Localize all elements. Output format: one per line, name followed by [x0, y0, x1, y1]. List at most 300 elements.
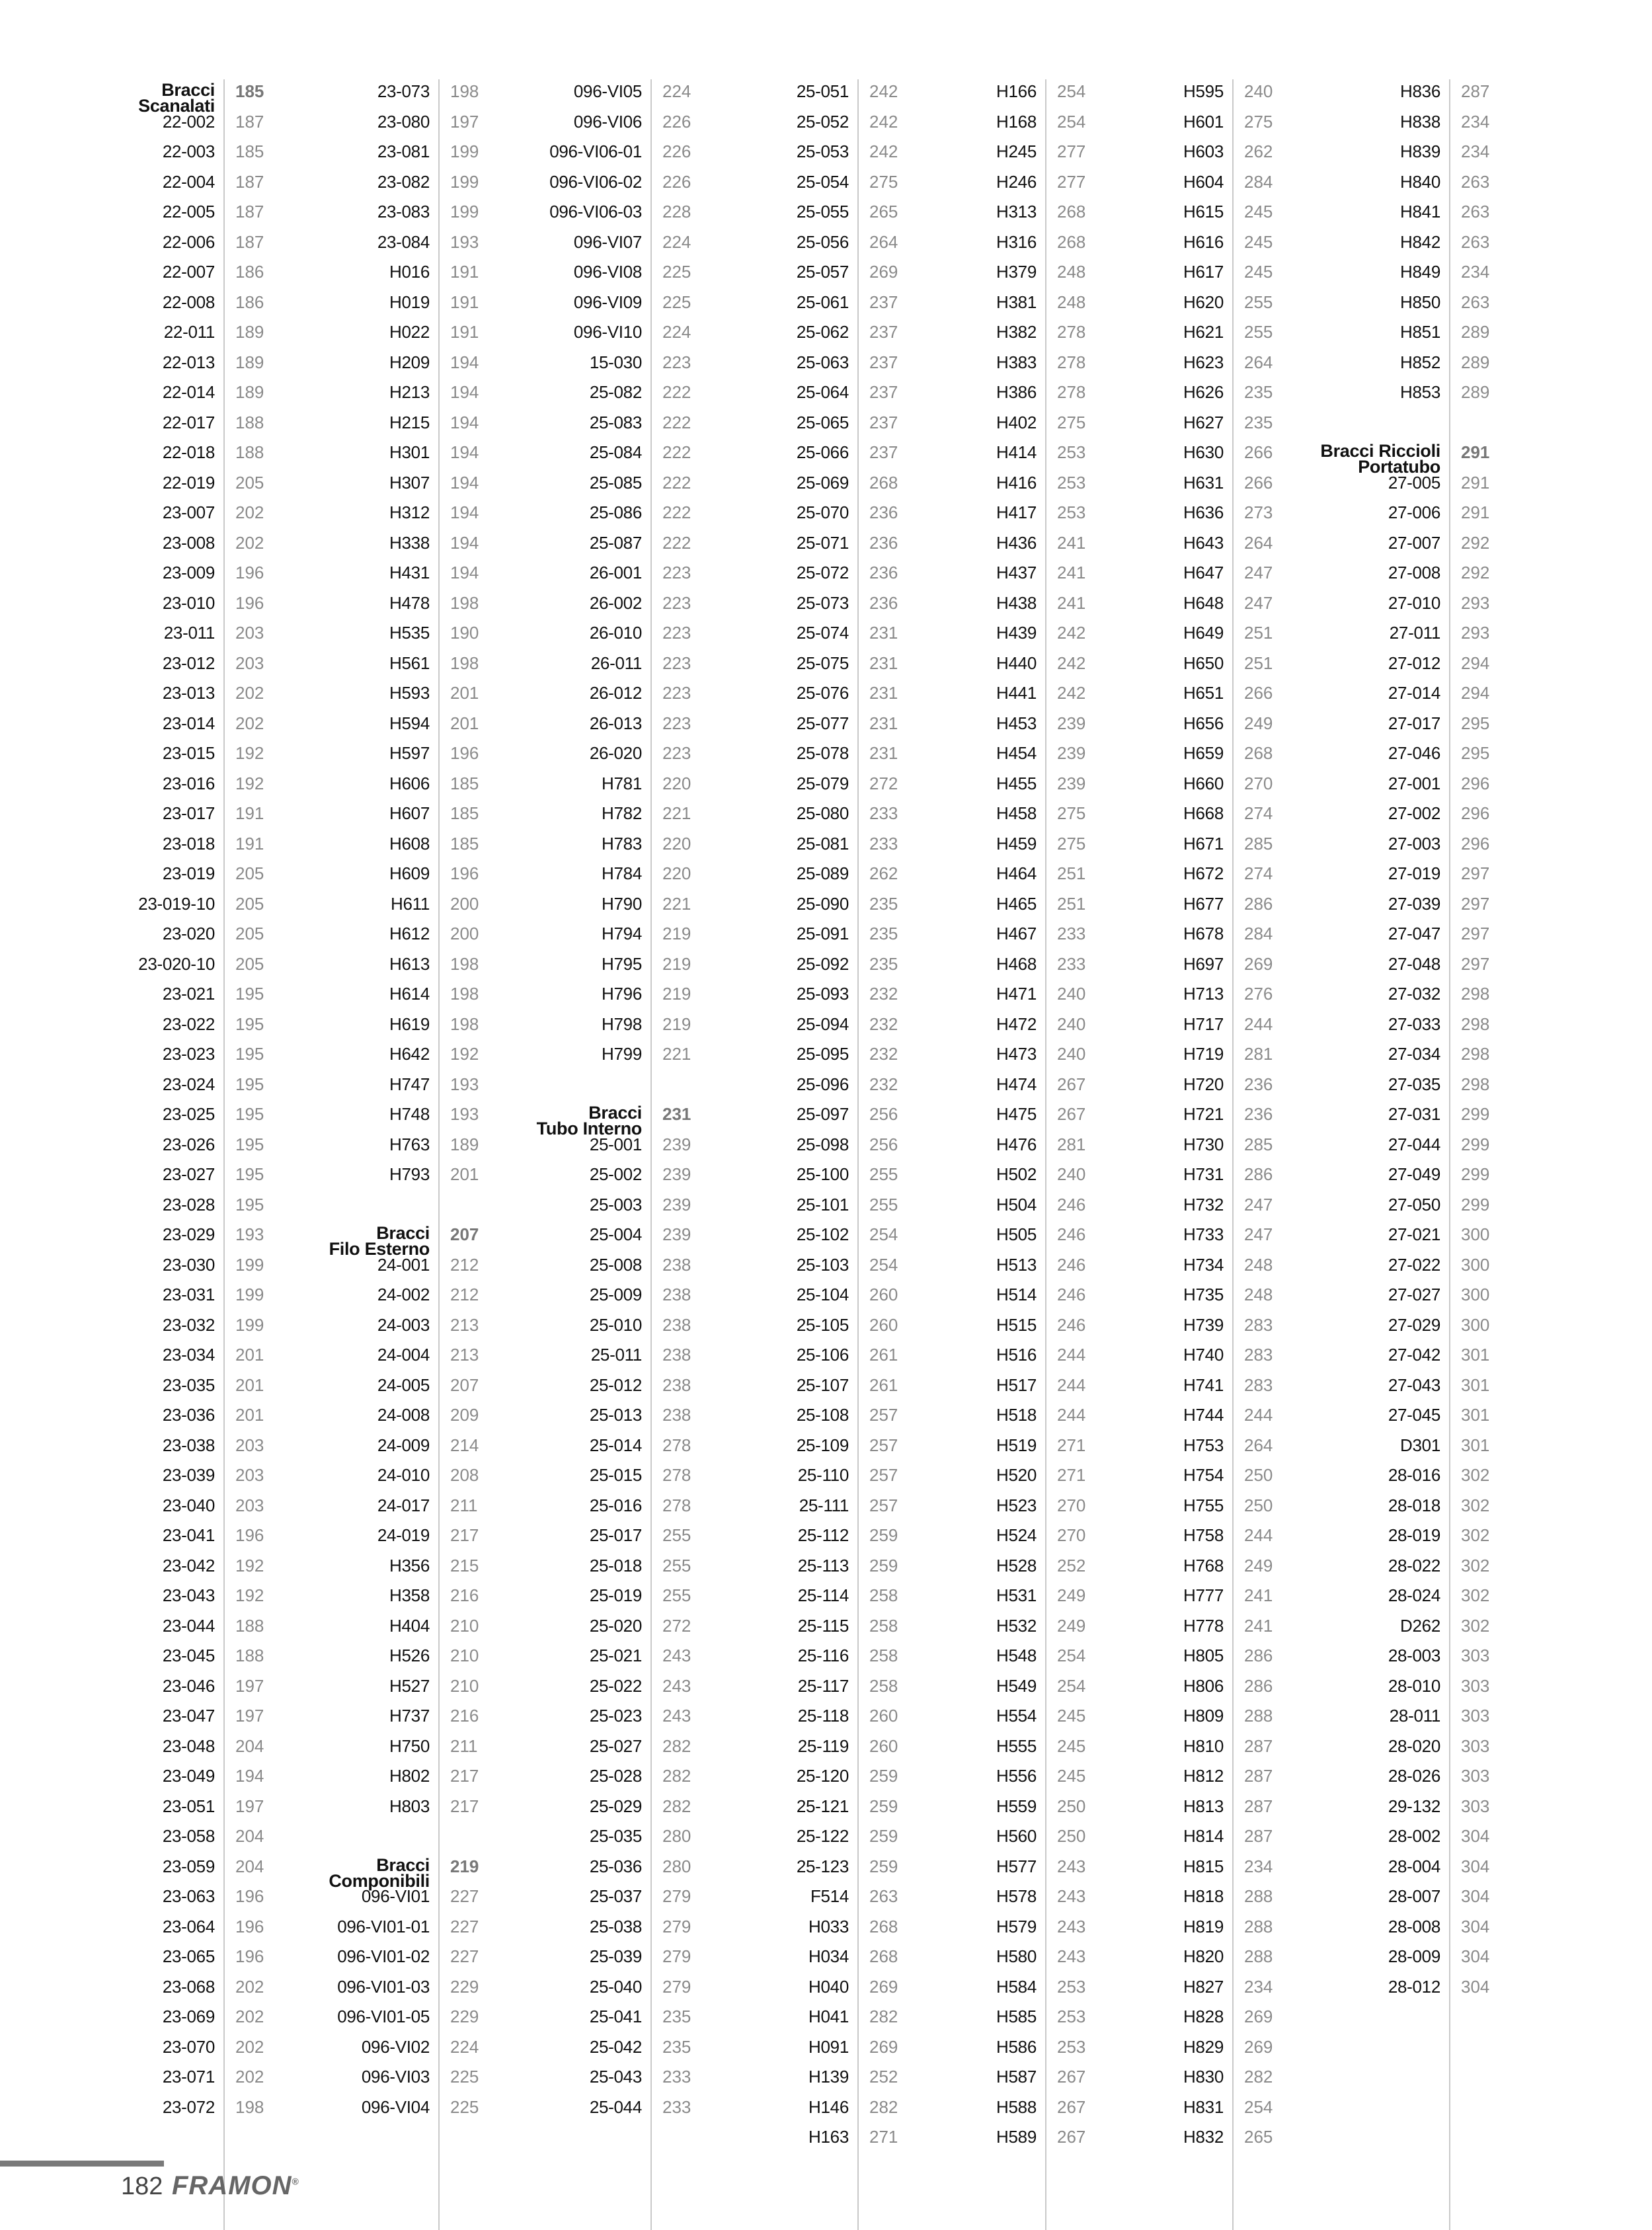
part-code: 28-004 [1388, 1856, 1440, 1876]
page-ref: 228 [662, 202, 691, 221]
part-code: 25-069 [796, 472, 849, 493]
page-ref: 276 [1244, 984, 1273, 1004]
page-ref: 236 [869, 592, 898, 613]
part-code: 28-024 [1388, 1585, 1440, 1605]
page-ref: 237 [869, 292, 898, 312]
index-entry [1224, 498, 1502, 528]
part-code: 27-002 [1388, 803, 1440, 823]
part-code: H381 [996, 292, 1037, 312]
part-code: H404 [389, 1615, 430, 1636]
page-ref: 283 [1244, 1314, 1273, 1335]
part-code: 25-062 [796, 322, 849, 342]
index-entry [1224, 1551, 1502, 1581]
page-ref: 192 [235, 773, 264, 793]
part-code: 25-043 [589, 2067, 642, 2087]
page-ref: 198 [450, 592, 479, 613]
part-code: 096-VI02 [361, 2036, 430, 2057]
page-ref: 198 [450, 1014, 479, 1034]
page-ref: 250 [1244, 1495, 1273, 1515]
part-code: 25-089 [796, 863, 849, 883]
page-ref: 279 [662, 1916, 691, 1936]
page-ref: 198 [450, 953, 479, 974]
part-code: 27-008 [1388, 563, 1440, 582]
part-code: H630 [1183, 442, 1224, 462]
part-code: 25-075 [796, 653, 849, 673]
part-code: H730 [1183, 1134, 1224, 1154]
page-ref: 223 [662, 623, 691, 643]
page-ref: 194 [450, 412, 479, 432]
page-ref: 205 [235, 953, 264, 974]
part-code: 25-092 [796, 953, 849, 974]
part-code: H802 [389, 1766, 430, 1786]
page-ref: 294 [1461, 653, 1490, 673]
part-code: 23-032 [162, 1314, 215, 1335]
part-code: H672 [1183, 863, 1224, 883]
page-ref: 289 [1461, 382, 1490, 402]
part-code: H519 [996, 1435, 1037, 1455]
page-ref: 255 [869, 1164, 898, 1184]
page-ref: 241 [1057, 532, 1086, 553]
part-code: 25-028 [589, 1766, 642, 1786]
page-ref: 186 [235, 292, 264, 312]
page-ref: 263 [869, 1886, 898, 1906]
page-ref: 237 [869, 352, 898, 372]
part-code: H850 [1400, 292, 1440, 312]
page-ref: 210 [450, 1615, 479, 1636]
page-ref: 303 [1461, 1706, 1490, 1726]
part-code: 23-059 [162, 1856, 215, 1876]
part-code: 27-047 [1388, 924, 1440, 943]
part-code: 27-010 [1388, 592, 1440, 613]
page-ref: 255 [662, 1525, 691, 1545]
index-entry [1224, 197, 1502, 227]
part-code: 28-003 [1388, 1646, 1440, 1665]
page-ref: 302 [1461, 1465, 1490, 1485]
page-ref: 222 [662, 442, 691, 462]
part-code: H631 [1183, 472, 1224, 493]
index-entry [1224, 288, 1502, 318]
page-ref: 287 [1461, 81, 1490, 101]
page-ref: 238 [662, 1345, 691, 1365]
page-ref: 301 [1461, 1345, 1490, 1365]
part-code: H755 [1183, 1495, 1224, 1515]
page-ref: 233 [1057, 924, 1086, 943]
index-entry [1224, 1371, 1502, 1401]
part-code: 25-027 [589, 1735, 642, 1756]
part-code: 24-009 [377, 1435, 430, 1455]
part-code: H166 [996, 81, 1037, 101]
page-ref: 194 [450, 502, 479, 522]
part-code: 26-001 [589, 563, 642, 582]
part-code: 25-078 [796, 743, 849, 763]
page-ref: 237 [869, 382, 898, 402]
part-code: H383 [996, 352, 1037, 372]
part-code: H437 [996, 563, 1037, 582]
part-code: 23-069 [162, 2007, 215, 2026]
page-ref: 287 [1244, 1826, 1273, 1846]
page-ref: 303 [1461, 1796, 1490, 1816]
page-ref: 295 [1461, 713, 1490, 733]
part-code: 29-132 [1388, 1796, 1440, 1816]
part-code: 25-116 [797, 1646, 849, 1665]
part-code: 25-042 [589, 2036, 642, 2057]
part-code: H649 [1183, 623, 1224, 643]
index-entry [1224, 1882, 1502, 1912]
page-ref: 291 [1461, 472, 1490, 493]
part-code: 23-034 [162, 1345, 215, 1365]
page-ref: 247 [1244, 563, 1273, 582]
page-ref: 300 [1461, 1285, 1490, 1304]
part-code: H601 [1183, 111, 1224, 132]
page-ref: 205 [235, 472, 264, 493]
page-ref: 298 [1461, 1014, 1490, 1034]
part-code: H091 [808, 2036, 849, 2057]
part-code: H795 [602, 953, 642, 974]
page-ref: 193 [450, 1074, 479, 1094]
page-ref: 185 [450, 803, 479, 823]
part-code: 096-VI06-02 [549, 171, 642, 192]
part-code: 23-029 [162, 1224, 215, 1244]
page-ref: 240 [1057, 984, 1086, 1004]
part-code: 22-007 [162, 262, 215, 282]
page-ref: 259 [869, 1525, 898, 1545]
page-ref: 217 [450, 1766, 479, 1786]
page-ref: 220 [662, 773, 691, 793]
page-ref: 221 [662, 893, 691, 914]
part-code: 23-084 [377, 231, 430, 252]
page-ref: 192 [450, 1044, 479, 1064]
part-code: H611 [390, 893, 430, 914]
page-ref: 256 [869, 1134, 898, 1154]
part-code: H338 [389, 532, 430, 553]
page-ref: 265 [1244, 2127, 1273, 2147]
page-ref: 225 [662, 292, 691, 312]
part-code: 22-019 [162, 472, 215, 493]
page-ref: 280 [662, 1856, 691, 1876]
page-ref: 243 [662, 1646, 691, 1665]
part-code: H849 [1400, 262, 1440, 282]
part-code: 28-010 [1388, 1675, 1440, 1696]
part-code: 25-114 [797, 1585, 849, 1605]
page-ref: 292 [1461, 563, 1490, 582]
part-code: 25-112 [797, 1525, 849, 1545]
page-ref: 226 [662, 111, 691, 132]
page-ref: 211 [450, 1495, 478, 1515]
page-ref: 227 [450, 1916, 479, 1936]
page-ref: 226 [662, 171, 691, 192]
part-code: H839 [1400, 141, 1440, 161]
part-code: 27-019 [1388, 863, 1440, 883]
part-code: H750 [389, 1735, 430, 1756]
page-ref: 249 [1057, 1585, 1086, 1605]
page-ref: 203 [235, 623, 264, 643]
page-ref: 235 [1244, 382, 1273, 402]
part-code: H514 [996, 1285, 1037, 1304]
page-ref: 275 [1057, 412, 1086, 432]
part-code: 23-022 [162, 1014, 215, 1034]
page-ref: 243 [1057, 1886, 1086, 1906]
page-ref: 282 [662, 1735, 691, 1756]
page-ref: 255 [1244, 292, 1273, 312]
part-code: H520 [996, 1465, 1037, 1485]
index-entry [1224, 1581, 1502, 1611]
part-code: 25-118 [797, 1706, 849, 1726]
page-ref: 260 [869, 1314, 898, 1335]
part-code: H777 [1183, 1585, 1224, 1605]
page-ref: 246 [1057, 1285, 1086, 1304]
page-ref: 220 [662, 863, 691, 883]
part-code: 23-023 [162, 1044, 215, 1064]
page-ref: 271 [1057, 1465, 1086, 1485]
page-ref: 244 [1057, 1374, 1086, 1395]
page-ref: 188 [235, 1646, 264, 1665]
page-ref: 249 [1057, 1615, 1086, 1636]
page-ref: 231 [869, 713, 898, 733]
column-separator [1449, 79, 1450, 2230]
part-code: 25-010 [589, 1314, 642, 1335]
page-ref: 195 [235, 1074, 264, 1094]
part-code: 23-030 [162, 1254, 215, 1275]
page-ref: 273 [1244, 502, 1273, 522]
part-code: 23-018 [162, 833, 215, 854]
page-ref: 266 [1244, 683, 1273, 703]
part-code: H213 [389, 382, 430, 402]
part-code: H146 [808, 2096, 849, 2117]
page-ref: 300 [1461, 1254, 1490, 1275]
page-ref: 266 [1244, 442, 1273, 462]
part-code: 25-103 [796, 1254, 849, 1275]
part-code: H744 [1183, 1405, 1224, 1425]
part-code: 25-119 [797, 1735, 849, 1756]
page-ref: 225 [450, 2067, 479, 2087]
page-ref: 264 [1244, 352, 1273, 372]
section-title: Bracci Tubo Interno [536, 1103, 642, 1138]
page-ref: 212 [450, 1254, 479, 1275]
part-code: H454 [996, 743, 1037, 763]
part-code: 23-071 [162, 2067, 215, 2087]
part-code: H548 [996, 1646, 1037, 1665]
page-ref: 260 [869, 1706, 898, 1726]
page-ref: 189 [235, 382, 264, 402]
page-ref: 250 [1244, 1465, 1273, 1485]
part-code: H650 [1183, 653, 1224, 673]
part-code: 25-044 [589, 2096, 642, 2117]
page-ref: 185 [450, 773, 479, 793]
page-ref: 190 [450, 623, 479, 643]
part-code: 25-017 [589, 1525, 642, 1545]
part-code: 25-093 [796, 984, 849, 1004]
index-entry [1224, 1521, 1502, 1551]
page-ref: 274 [1244, 863, 1273, 883]
page-ref: 203 [235, 1435, 264, 1455]
page-ref: 246 [1057, 1194, 1086, 1215]
part-code: 25-041 [589, 2007, 642, 2026]
part-code: H022 [389, 322, 430, 342]
index-entry [1224, 1400, 1502, 1431]
page-ref: 201 [235, 1405, 264, 1425]
page-ref: 188 [235, 412, 264, 432]
page-ref: 265 [869, 202, 898, 221]
part-code: 25-035 [589, 1826, 642, 1846]
page-ref: 234 [1461, 141, 1490, 161]
page-ref: 302 [1461, 1555, 1490, 1575]
part-code: H741 [1183, 1374, 1224, 1395]
part-code: 25-123 [796, 1856, 849, 1876]
part-code: 25-011 [590, 1345, 642, 1365]
page-ref: 224 [450, 2036, 479, 2057]
page-ref: 202 [235, 532, 264, 553]
part-code: H472 [996, 1014, 1037, 1034]
part-code: H737 [389, 1706, 430, 1726]
page-ref: 275 [869, 171, 898, 192]
part-code: H768 [1183, 1555, 1224, 1575]
part-code: H595 [1183, 81, 1224, 101]
part-code: H473 [996, 1044, 1037, 1064]
page-ref: 236 [1244, 1104, 1273, 1124]
page-ref: 221 [662, 803, 691, 823]
page-ref: 299 [1461, 1104, 1490, 1124]
index-entry [1224, 1310, 1502, 1341]
page-ref: 211 [450, 1735, 478, 1756]
part-code: 23-045 [162, 1646, 215, 1665]
index-entry [1224, 1972, 1502, 2003]
page-ref: 239 [662, 1134, 691, 1154]
page-ref: 255 [869, 1194, 898, 1215]
page-ref: 259 [869, 1826, 898, 1846]
page-ref: 260 [869, 1285, 898, 1304]
part-code: 27-022 [1388, 1254, 1440, 1275]
part-code: 096-VI01-01 [337, 1916, 430, 1936]
index-entry [1224, 709, 1502, 739]
page-ref: 298 [1461, 1074, 1490, 1094]
page-ref: 196 [235, 563, 264, 582]
page-ref: 269 [869, 1976, 898, 1997]
page-ref: 297 [1461, 893, 1490, 914]
part-code: H805 [1183, 1646, 1224, 1665]
page-ref: 304 [1461, 1976, 1490, 1997]
page-ref: 203 [235, 1465, 264, 1485]
page-ref: 292 [1461, 532, 1490, 553]
index-entry [1224, 1250, 1502, 1281]
part-code: H016 [389, 262, 430, 282]
page-ref: 244 [1057, 1345, 1086, 1365]
part-code: 28-018 [1388, 1495, 1440, 1515]
part-code: H782 [602, 803, 642, 823]
part-code: 25-106 [796, 1345, 849, 1365]
page-ref: 205 [235, 924, 264, 943]
part-code: H593 [389, 683, 430, 703]
part-code: H608 [389, 833, 430, 854]
page-ref: 198 [235, 2096, 264, 2117]
page-ref: 202 [235, 1976, 264, 1997]
part-code: 25-023 [589, 1706, 642, 1726]
page-number: 182 [121, 2172, 163, 2200]
part-code: H793 [389, 1164, 430, 1184]
part-code: 15-030 [589, 352, 642, 372]
index-entry [1224, 257, 1502, 288]
part-code: H139 [808, 2067, 849, 2087]
index-entry [1224, 1671, 1502, 1702]
part-code: 28-012 [1388, 1976, 1440, 1997]
part-code: 25-083 [589, 412, 642, 432]
page-ref: 291 [1461, 502, 1490, 522]
page-ref: 301 [1461, 1374, 1490, 1395]
part-code: 27-017 [1388, 713, 1440, 733]
part-code: H814 [1183, 1826, 1224, 1846]
part-code: 25-084 [589, 442, 642, 462]
part-code: 23-049 [162, 1766, 215, 1786]
page-ref: 272 [869, 773, 898, 793]
part-code: 25-014 [589, 1435, 642, 1455]
page-ref: 223 [662, 743, 691, 763]
page-ref: 235 [869, 893, 898, 914]
part-code: H721 [1183, 1104, 1224, 1124]
page-ref: 192 [235, 1555, 264, 1575]
brand-logo: FRAMON® [172, 2171, 299, 2200]
part-code: H758 [1183, 1525, 1224, 1545]
page-ref: 238 [662, 1374, 691, 1395]
part-code: H852 [1400, 352, 1440, 372]
part-code: 25-100 [796, 1164, 849, 1184]
page-ref: 300 [1461, 1224, 1490, 1244]
part-code: H417 [996, 502, 1037, 522]
index-entry [1224, 227, 1502, 258]
part-code: H301 [389, 442, 430, 462]
page-ref: 238 [662, 1254, 691, 1275]
page-ref: 215 [450, 1555, 479, 1575]
page-ref: 199 [450, 171, 479, 192]
page-ref: 199 [450, 141, 479, 161]
page-ref: 288 [1244, 1946, 1273, 1966]
page-ref: 200 [450, 924, 479, 943]
page-ref: 245 [1244, 202, 1273, 221]
page-ref: 194 [450, 382, 479, 402]
page-ref: 197 [235, 1706, 264, 1726]
page-ref: 204 [235, 1735, 264, 1756]
part-code: H168 [996, 111, 1037, 132]
part-code: H033 [808, 1916, 849, 1936]
page-ref: 233 [1057, 953, 1086, 974]
page-ref: 278 [1057, 382, 1086, 402]
part-code: H617 [1183, 262, 1224, 282]
part-code: H468 [996, 953, 1037, 974]
part-code: 23-010 [162, 592, 215, 613]
part-code: H831 [1183, 2096, 1224, 2117]
page-ref: 254 [1057, 81, 1086, 101]
part-code: 23-070 [162, 2036, 215, 2057]
part-code: H642 [389, 1044, 430, 1064]
page-ref: 192 [235, 743, 264, 763]
page-ref: 253 [1057, 1976, 1086, 1997]
page-ref: 224 [662, 322, 691, 342]
page-ref: 223 [662, 592, 691, 613]
index-entry [1224, 1280, 1502, 1310]
page-ref: 250 [1057, 1796, 1086, 1816]
page-ref: 232 [869, 1014, 898, 1034]
page-ref: 191 [235, 803, 264, 823]
page-ref: 194 [450, 563, 479, 582]
page-ref: 240 [1057, 1014, 1086, 1034]
page-ref: 263 [1461, 202, 1490, 221]
part-code: 096-VI03 [361, 2067, 430, 2087]
part-code: 25-070 [796, 502, 849, 522]
page-ref: 257 [869, 1495, 898, 1515]
page-ref: 196 [235, 1946, 264, 1966]
part-code: 23-007 [162, 502, 215, 522]
part-code: 23-044 [162, 1615, 215, 1636]
part-code: H523 [996, 1495, 1037, 1515]
part-code: 25-115 [797, 1615, 849, 1636]
